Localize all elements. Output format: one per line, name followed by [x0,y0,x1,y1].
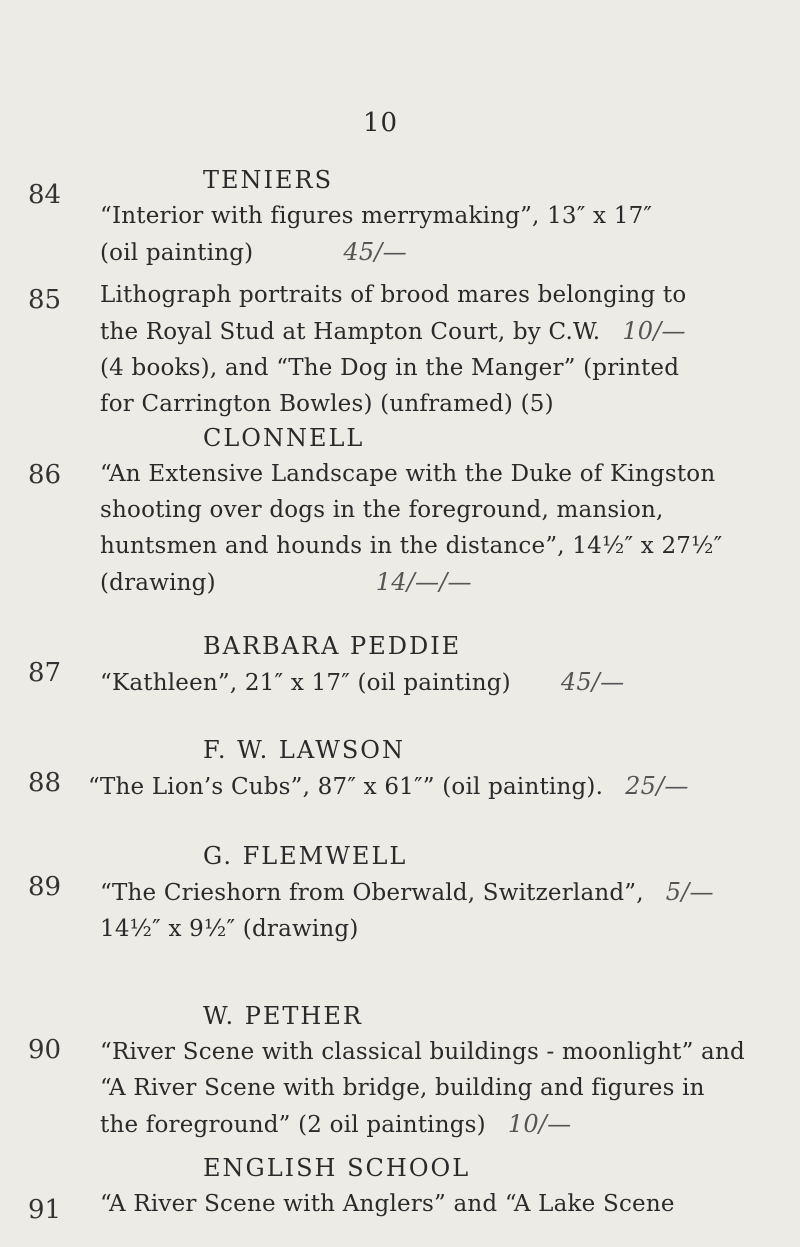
lot-description-line: “The Lion’s Cubs”, 87″ x 61″” (oil painting). 25/— [88,772,689,800]
lot-description-line: “A River Scene with bridge, building and figures in [100,1075,705,1101]
lot-entry [100,420,790,601]
artist-name: G. FLEMWELL [203,842,408,870]
lot-number: 85 [28,285,62,315]
lot-description-line: (4 books), and “The Dog in the Manger” (printed [100,355,680,381]
lot-entry [100,1150,790,1222]
lot-description-line: “Interior with figures merrymaking”, 13″ x 17″ [100,203,653,229]
artist-name: TENIERS [203,166,334,194]
lot-description-line: shooting over dogs in the foreground, mansion, [100,497,664,523]
lot-entry [100,277,790,422]
lot-entry [100,628,790,701]
handwritten-price-mark: 10/— [507,1110,572,1138]
lot-description-line: (drawing) 14/—/— [100,568,472,596]
lot-number: 89 [28,872,62,902]
lot-entry [88,732,790,805]
artist-name: CLONNELL [203,424,365,452]
lot-number: 90 [28,1035,62,1065]
handwritten-price-mark: 5/— [665,878,714,906]
lot-description-line: “River Scene with classical buildings - moonlight” and [100,1039,745,1065]
lot-number: 91 [28,1195,62,1225]
lot-description-line: “The Crieshorn from Oberwald, Switzerland”, 5/— [100,878,714,906]
handwritten-price-mark: 25/— [625,772,689,800]
lot-description-line: “A River Scene with Anglers” and “A Lake Scene [100,1191,675,1217]
lot-number: 86 [28,460,62,490]
handwritten-price-mark: 10/— [622,317,686,345]
artist-name: F. W. LAWSON [203,736,405,764]
lot-number: 84 [28,180,62,210]
handwritten-price-mark: 45/— [343,238,407,266]
lot-number: 88 [28,768,62,798]
artist-name: BARBARA PEDDIE [203,632,462,660]
artist-name: ENGLISH SCHOOL [203,1154,471,1182]
lot-entry [100,838,790,947]
lot-description-line: the Royal Stud at Hampton Court, by C.W. 10/— [100,317,686,345]
lot-description-line: Lithograph portraits of brood mares belonging to [100,282,687,308]
lot-description-line: “Kathleen”, 21″ x 17″ (oil painting) 45/— [100,668,625,696]
lot-description-line: huntsmen and hounds in the distance”, 14½″ x 27½″ [100,533,723,559]
artist-name: W. PETHER [203,1002,363,1030]
page-number: 10 [363,108,399,138]
lot-description-line: the foreground” (2 oil paintings) 10/— [100,1110,572,1138]
lot-entry [100,998,790,1143]
lot-description-line: “An Extensive Landscape with the Duke of Kingston [100,461,716,487]
handwritten-price-mark: 14/—/— [375,568,472,596]
lot-number: 87 [28,658,62,688]
lot-description-line: (oil painting) 45/— [100,238,407,266]
handwritten-price-mark: 45/— [560,668,625,696]
lot-description-line: 14½″ x 9½″ (drawing) [100,916,359,942]
lot-entry [100,162,790,271]
lot-description-line: for Carrington Bowles) (unframed) (5) [100,391,554,417]
